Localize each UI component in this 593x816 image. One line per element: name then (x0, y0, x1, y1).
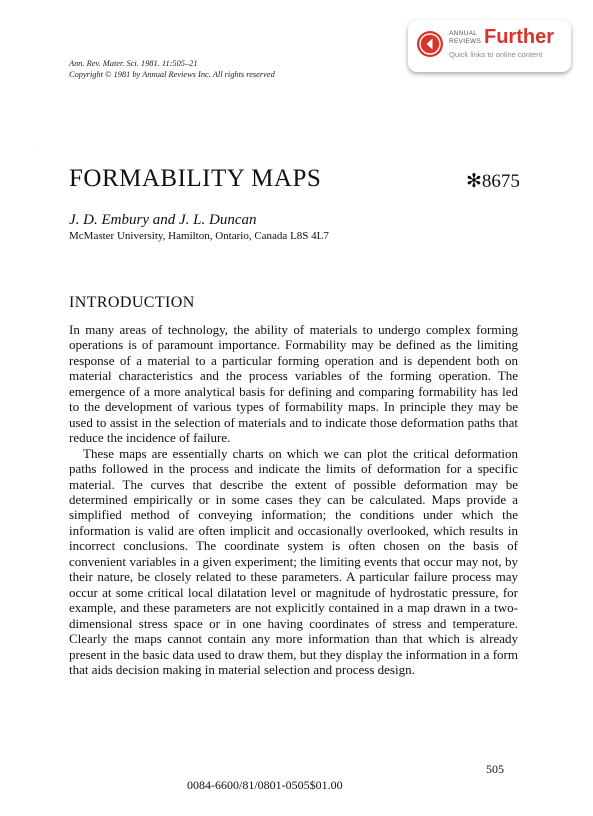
article-affiliation: McMaster University, Hamilton, Ontario, Canada L8S 4L7 (69, 230, 329, 242)
banner-further-text: Further (484, 26, 554, 48)
article-title: FORMABILITY MAPS (69, 165, 322, 192)
page-number: 505 (486, 762, 504, 776)
body-paragraph: In many areas of technology, the ability of materials to undergo complex forming operations is of paramount importance. Formability may be defined as the limiting response of a material to a particular forming operation and is dependent both on material characteristics and the process variables of the forming operation. The emergence of a more analytical basis for defining and comparing formability has led to the development of various types of formability maps. In principle they may be used to assist in the selection of materials and to indicate those deformation paths that reduce the incidence of failure. (69, 322, 518, 446)
journal-citation (69, 58, 275, 80)
footer-code: 0084-6600/81/0801-0505$01.00 (187, 778, 343, 792)
body-paragraph: These maps are essentially charts on which we can plot the critical deformation paths followed in the process and indicate the limits of deformation for a specific material. The curves that describe the extent of possible deformation may be determined empirically or in some cases they can be calculated. Maps provide a simplified method of conveying information; the conditions under which the information is valid are often implicit and occasionally overlooked, which results in incorrect conclusions. The coordinate system is often chosen on the basis of convenient variables in a given experiment; the limiting events that occur may not, by their nature, be closely related to these parameters. A particular failure process may occur at some critical local dilatation level or magnitude of hydrostatic pressure, for example, and these parameters are not explicitly contained in a map drawn in a two-dimensional stress space or in one having coordinates of stress and temperature. Clearly the maps cannot contain any more information than that which is already present in the basic data used to draw them, but they display the information in a form that aids decision making in material selection and process design. (69, 445, 518, 677)
banner-subtitle: Quick links to online content (449, 50, 543, 59)
further-links-banner[interactable] (408, 20, 571, 72)
banner-reviews-text: REVIEWS (449, 38, 482, 45)
margin-mark: · (37, 148, 39, 154)
journal-line: Ann. Rev. Mater. Sci. 1981. 11:505–21 (69, 59, 198, 68)
banner-annual-text: ANNUAL (449, 30, 478, 37)
article-code: ✻8675 (466, 171, 520, 192)
section-heading: INTRODUCTION (69, 294, 195, 311)
article-body (69, 322, 518, 677)
copyright-line: Copyright © 1981 by Annual Reviews Inc. All rights reserved (69, 70, 275, 79)
banner-brand (449, 30, 481, 46)
article-authors: J. D. Embury and J. L. Duncan (69, 212, 257, 228)
chevron-left-icon (417, 31, 443, 57)
